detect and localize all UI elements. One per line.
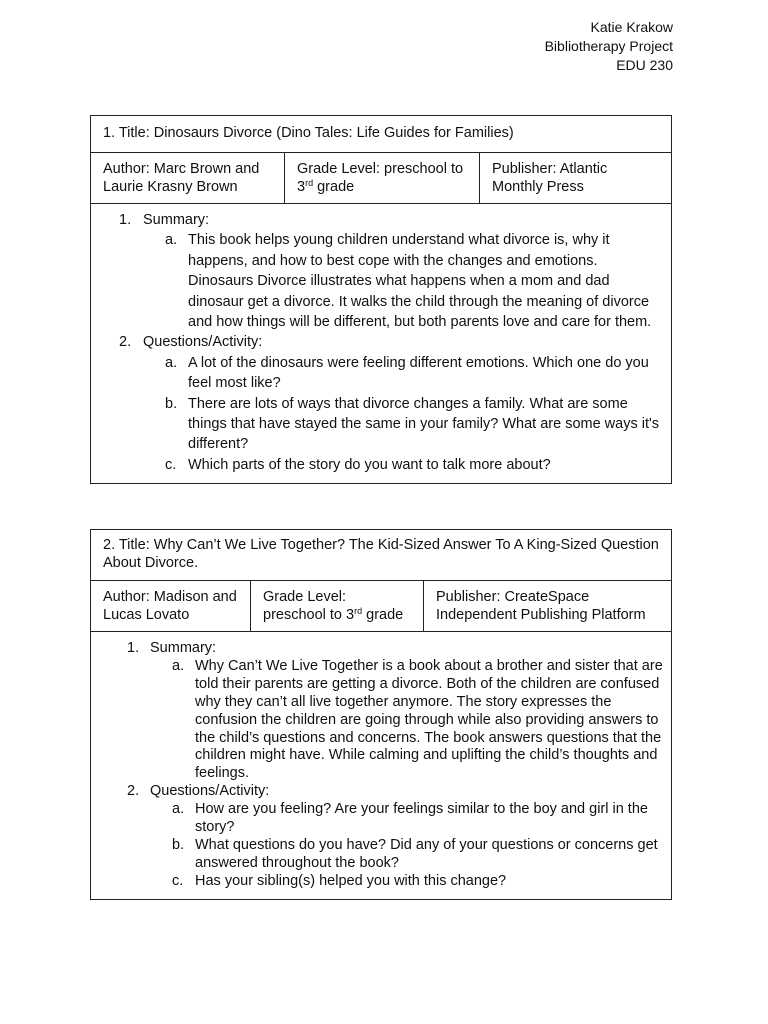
book-author: Author: Marc Brown and Laurie Krasny Brown [103, 161, 260, 195]
author-name: Katie Krakow [590, 19, 673, 35]
question-item [91, 837, 663, 873]
item-text: There are lots of ways that divorce changes a family. What are some things that have stayed the same in your family? What are some ways it's different? [188, 395, 660, 453]
course-code: EDU 230 [616, 57, 673, 73]
list-number: 1. [127, 640, 140, 656]
summary-item [91, 230, 663, 332]
list-letter: a. [165, 354, 178, 371]
list-letter: b. [172, 836, 185, 853]
item-text: A lot of the dinosaurs were feeling different emotions. Which one do you feel most like? [188, 354, 649, 392]
item-text: Has your sibling(s) helped you with this change? [195, 872, 507, 889]
book-title: 1. Title: Dinosaurs Divorce (Dino Tales: Life Guides for Families) [91, 116, 671, 153]
question-item [91, 394, 663, 455]
questions-heading [91, 783, 663, 801]
summary-heading [91, 210, 663, 230]
summary-item [91, 658, 663, 783]
project-name: Bibliotherapy Project [544, 38, 673, 54]
section-label: Summary: [143, 212, 210, 228]
item-text: This book helps young children understand what divorce is, why it happens, and how to best cope with the changes and emotions. Dinosaurs Divorce illustrates what happens when a mom and dad dinosaur get a divorce. It walks the child through the meaning of divorce and how things will be different, but both parents love and care for them. [188, 232, 652, 331]
list-number: 2. [119, 334, 132, 351]
list-letter: a. [172, 657, 185, 674]
grade-ordinal: rd [354, 606, 363, 616]
book-publisher: Publisher: Atlantic Monthly Press [479, 153, 671, 203]
grade-suffix: grade [362, 607, 404, 623]
list-letter: c. [165, 456, 177, 473]
list-letter: b. [165, 395, 178, 412]
book-grade-level [250, 581, 423, 631]
list-letter: a. [165, 232, 178, 249]
question-item [91, 801, 663, 837]
item-text: Why Can’t We Live Together is a book about a brother and sister that are told their parents are getting a divorce. Both of the children are confused why they can’t all live together anymore. The story expresses the confusion the children are going through while also providing answers to the child’s questions and concerns. The book answers questions that the children might have. While calming and uplifting the child’s thoughts and feelings. [195, 657, 663, 782]
section-label: Summary: [150, 640, 217, 656]
book-author: Author: Madison and Lucas Lovato [103, 589, 237, 623]
item-text: How are you feeling? Are your feelings similar to the boy and girl in the story? [195, 801, 648, 836]
item-text: Which parts of the story do you want to talk more about? [188, 456, 551, 473]
question-item [91, 455, 663, 475]
question-item [91, 353, 663, 394]
grade-prefix: Grade Level: preschool to 3 [263, 589, 355, 623]
book-grade-level [284, 153, 479, 203]
section-label: Questions/Activity: [150, 783, 270, 800]
grade-ordinal: rd [305, 178, 314, 188]
list-letter: c. [172, 872, 184, 889]
book-info-row [91, 581, 671, 632]
book-table-1 [90, 115, 672, 484]
item-text: What questions do you have? Did any of your questions or concerns get answered throughout the book? [195, 836, 658, 871]
summary-heading [91, 640, 663, 658]
book-body [91, 204, 671, 483]
document-header [545, 18, 673, 75]
question-item [91, 873, 663, 891]
book-title: 2. Title: Why Can’t We Live Together? The Kid-Sized Answer To A King-Sized Question About Divorce. [91, 530, 671, 581]
book-publisher: Publisher: CreateSpace Independent Publishing Platform [423, 581, 671, 631]
questions-heading [91, 332, 663, 352]
list-number: 2. [127, 783, 140, 800]
book-table-2 [90, 529, 672, 900]
grade-prefix: Grade Level: preschool to 3 [297, 161, 464, 195]
section-label: Questions/Activity: [143, 334, 263, 351]
list-letter: a. [172, 801, 185, 818]
book-body [91, 632, 671, 899]
grade-suffix: grade [313, 179, 355, 195]
book-info-row [91, 153, 671, 204]
list-number: 1. [119, 212, 132, 228]
